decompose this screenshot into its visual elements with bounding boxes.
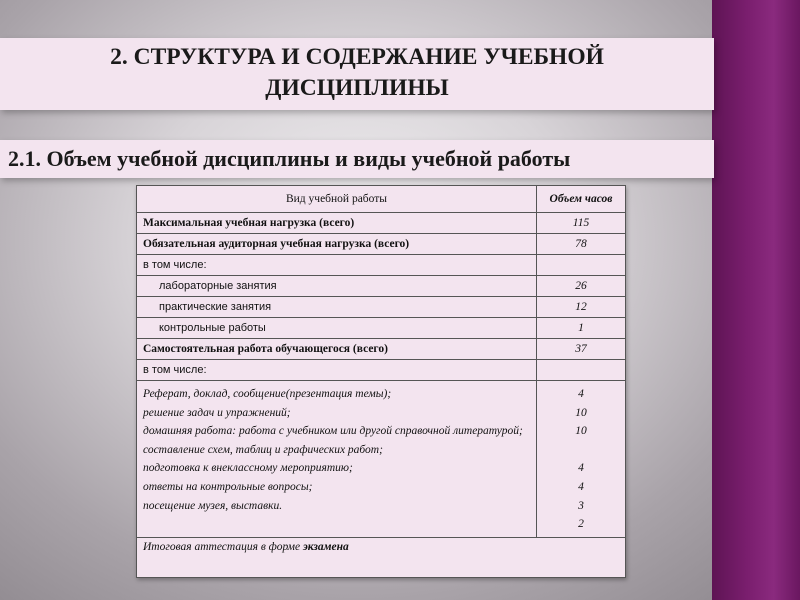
list-value: 4 [578, 462, 584, 475]
table-row [137, 339, 626, 360]
list-value: 4 [578, 388, 584, 400]
list-item: подготовка к внеклассному мероприятию; [143, 462, 353, 475]
list-value: 3 [578, 499, 584, 512]
row-label-including-2: в том числе: [137, 360, 537, 381]
table-row [137, 297, 626, 318]
table-row [137, 276, 626, 297]
table-header-row [137, 186, 626, 213]
table-row [137, 318, 626, 339]
row-label-self-work: Самостоятельная работа обучающегося (всего) [137, 339, 537, 360]
table-row [137, 213, 626, 234]
final-assessment-prefix: Итоговая аттестация в форме [143, 541, 301, 553]
row-value-practical: 12 [537, 297, 626, 318]
page-title-line-2: ДИСЦИПЛИНЫ [265, 75, 449, 101]
list-value: 2 [578, 518, 584, 531]
row-value-labs: 26 [537, 276, 626, 297]
list-item: посещение музея, выставки. [143, 499, 283, 512]
page-title-line-1: 2. СТРУКТУРА И СОДЕРЖАНИЕ УЧЕБНОЙ [110, 44, 604, 70]
header-hours: Объем часов [537, 186, 626, 213]
row-label-including: в том числе: [137, 255, 537, 276]
list-item: домашняя работа: работа с учебником или другой справочной литературой; [143, 425, 523, 438]
list-value: 10 [575, 425, 587, 438]
table-row-final [137, 538, 626, 578]
row-label-classroom-load: Обязательная аудиторная учебная нагрузка (всего) [137, 234, 537, 255]
workload-table [136, 185, 626, 578]
table-row-self-work-details [137, 381, 626, 538]
list-item: Реферат, доклад, сообщение(презентация темы); [143, 388, 392, 400]
page-title [0, 42, 714, 104]
header-work-type: Вид учебной работы [137, 186, 537, 213]
list-item: составление схем, таблиц и графических работ; [143, 443, 383, 456]
list-item: решение задач и упражнений; [143, 406, 291, 419]
table-row [137, 234, 626, 255]
row-label-tests: контрольные работы [137, 318, 537, 339]
self-work-items [137, 381, 537, 538]
row-value-max-load: 115 [537, 213, 626, 234]
section-subtitle: 2.1. Объем учебной дисциплины и виды учебной работы [8, 146, 571, 171]
decorative-side-band [712, 0, 800, 600]
table-row [137, 360, 626, 381]
workload-table-container [136, 185, 626, 578]
row-value-including-2 [537, 360, 626, 381]
row-value-tests: 1 [537, 318, 626, 339]
table-row [137, 255, 626, 276]
self-work-values [537, 381, 626, 538]
list-value: 4 [578, 480, 584, 493]
list-item: ответы на контрольные вопросы; [143, 480, 313, 493]
row-value-classroom-load: 78 [537, 234, 626, 255]
list-value: 10 [575, 406, 587, 419]
row-label-max-load: Максимальная учебная нагрузка (всего) [137, 213, 537, 234]
row-label-labs: лабораторные занятия [137, 276, 537, 297]
row-label-practical: практические занятия [137, 297, 537, 318]
row-value-self-work: 37 [537, 339, 626, 360]
row-value-including [537, 255, 626, 276]
final-assessment-form: экзамена [302, 541, 349, 553]
list-value [543, 441, 619, 460]
final-assessment [137, 538, 626, 578]
